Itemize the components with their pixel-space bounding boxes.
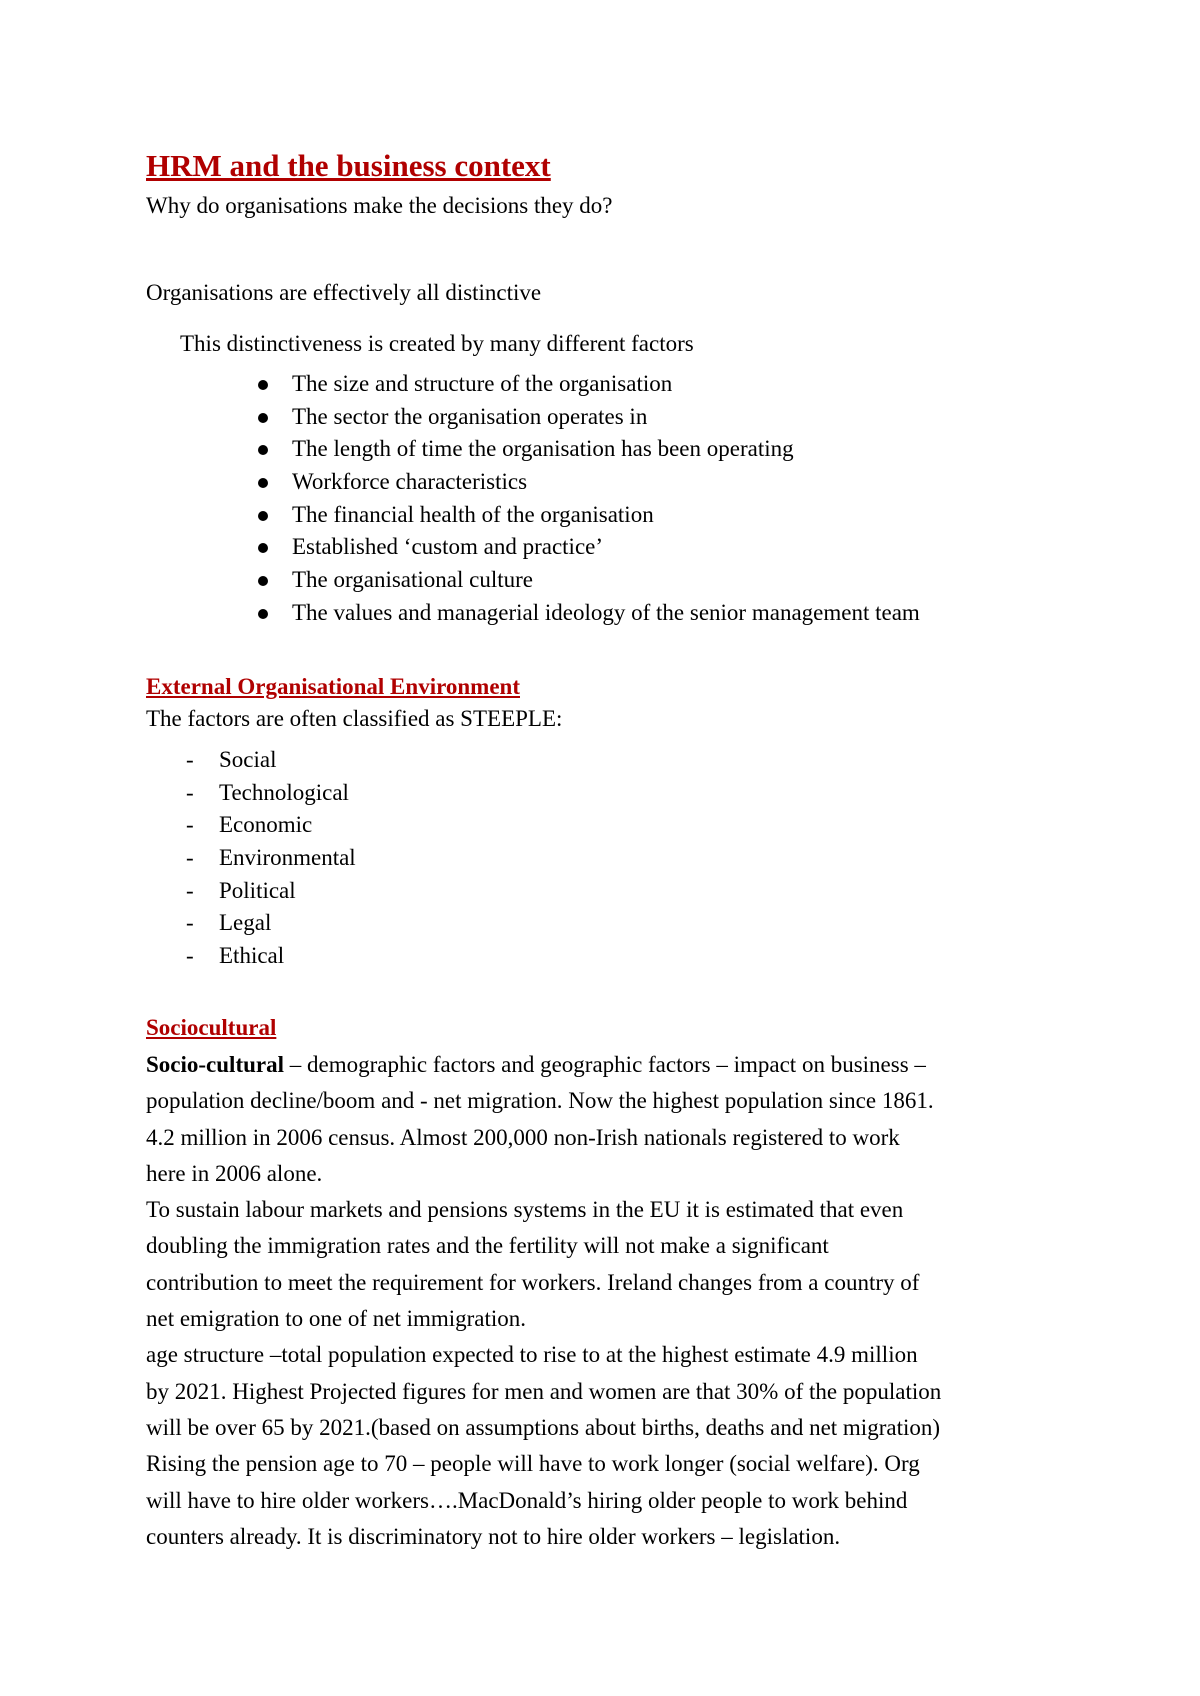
subtitle: Why do organisations make the decisions they do?	[146, 193, 613, 218]
list-item: The length of time the organisation has been operating	[258, 434, 920, 467]
list-item: - Environmental	[186, 845, 356, 871]
bullet-icon	[258, 478, 268, 488]
paragraph-line: contribution to meet the requirement for workers. Ireland changes from a country of	[146, 1269, 920, 1295]
bullet-icon	[258, 576, 268, 586]
bullet-icon	[258, 380, 268, 390]
paragraph-line: 4.2 million in 2006 census. Almost 200,000 non-Irish nationals registered to work	[146, 1124, 900, 1150]
intro-text: Organisations are effectively all distinctive	[146, 280, 542, 305]
paragraph-line: To sustain labour markets and pensions systems in the EU it is estimated that even	[146, 1197, 904, 1223]
sociocultural-heading: Sociocultural	[146, 1015, 277, 1040]
bullet-icon	[258, 543, 268, 553]
list-item: Established ‘custom and practice’	[258, 532, 920, 565]
list-item: The organisational culture	[258, 565, 920, 598]
paragraph-line: net emigration to one of net immigration.	[146, 1306, 527, 1332]
list-item: - Social	[186, 747, 277, 772]
list-item: Workforce characteristics	[258, 467, 920, 500]
bullet-icon	[258, 445, 268, 455]
paragraph-line: will be over 65 by 2021.(based on assumptions about births, deaths and net migration)	[146, 1414, 941, 1440]
bullet-icon	[258, 413, 268, 423]
paragraph-line: counters already. It is discriminatory not to hire older workers – legislation.	[146, 1523, 841, 1549]
list-item: The financial health of the organisation	[258, 500, 920, 533]
page-title: HRM and the business context	[146, 148, 551, 183]
paragraph-line: Socio-cultural – demographic factors and geographic factors – impact on business –	[146, 1052, 926, 1077]
sociocultural-paragraph	[146, 1047, 1076, 1555]
list-item: The values and managerial ideology of the senior management team	[258, 598, 920, 631]
paragraph-line: Rising the pension age to 70 – people will have to work longer (social welfare). Org	[146, 1451, 920, 1477]
bullet-icon	[258, 609, 268, 619]
list-item: - Economic	[186, 812, 313, 838]
paragraph-line: doubling the immigration rates and the fertility will not make a significant	[146, 1233, 829, 1259]
bold-lead: Socio-cultural	[146, 1052, 284, 1077]
factors-intro: This distinctiveness is created by many different factors	[180, 331, 694, 356]
paragraph-line: will have to hire older workers….MacDonald’s hiring older people to work behind	[146, 1487, 908, 1513]
steeple-intro: The factors are often classified as STEEPLE:	[146, 706, 563, 731]
paragraph-line: age structure –total population expected to rise to at the highest estimate 4.9 million	[146, 1342, 918, 1368]
paragraph-line: by 2021. Highest Projected figures for men and women are that 30% of the population	[146, 1378, 942, 1404]
list-item: - Technological	[186, 779, 349, 805]
list-item: The size and structure of the organisation	[258, 369, 920, 402]
steeple-list	[184, 745, 356, 974]
paragraph-line: here in 2006 alone.	[146, 1160, 323, 1186]
list-item: The sector the organisation operates in	[258, 402, 920, 435]
factors-list	[258, 369, 920, 631]
external-environment-heading: External Organisational Environment	[146, 674, 520, 699]
paragraph-line: population decline/boom and - net migration. Now the highest population since 1861.	[146, 1088, 934, 1114]
bullet-icon	[258, 511, 268, 521]
list-item: - Political	[186, 877, 296, 903]
list-item: - Legal	[186, 910, 272, 936]
list-item: - Ethical	[186, 943, 285, 969]
